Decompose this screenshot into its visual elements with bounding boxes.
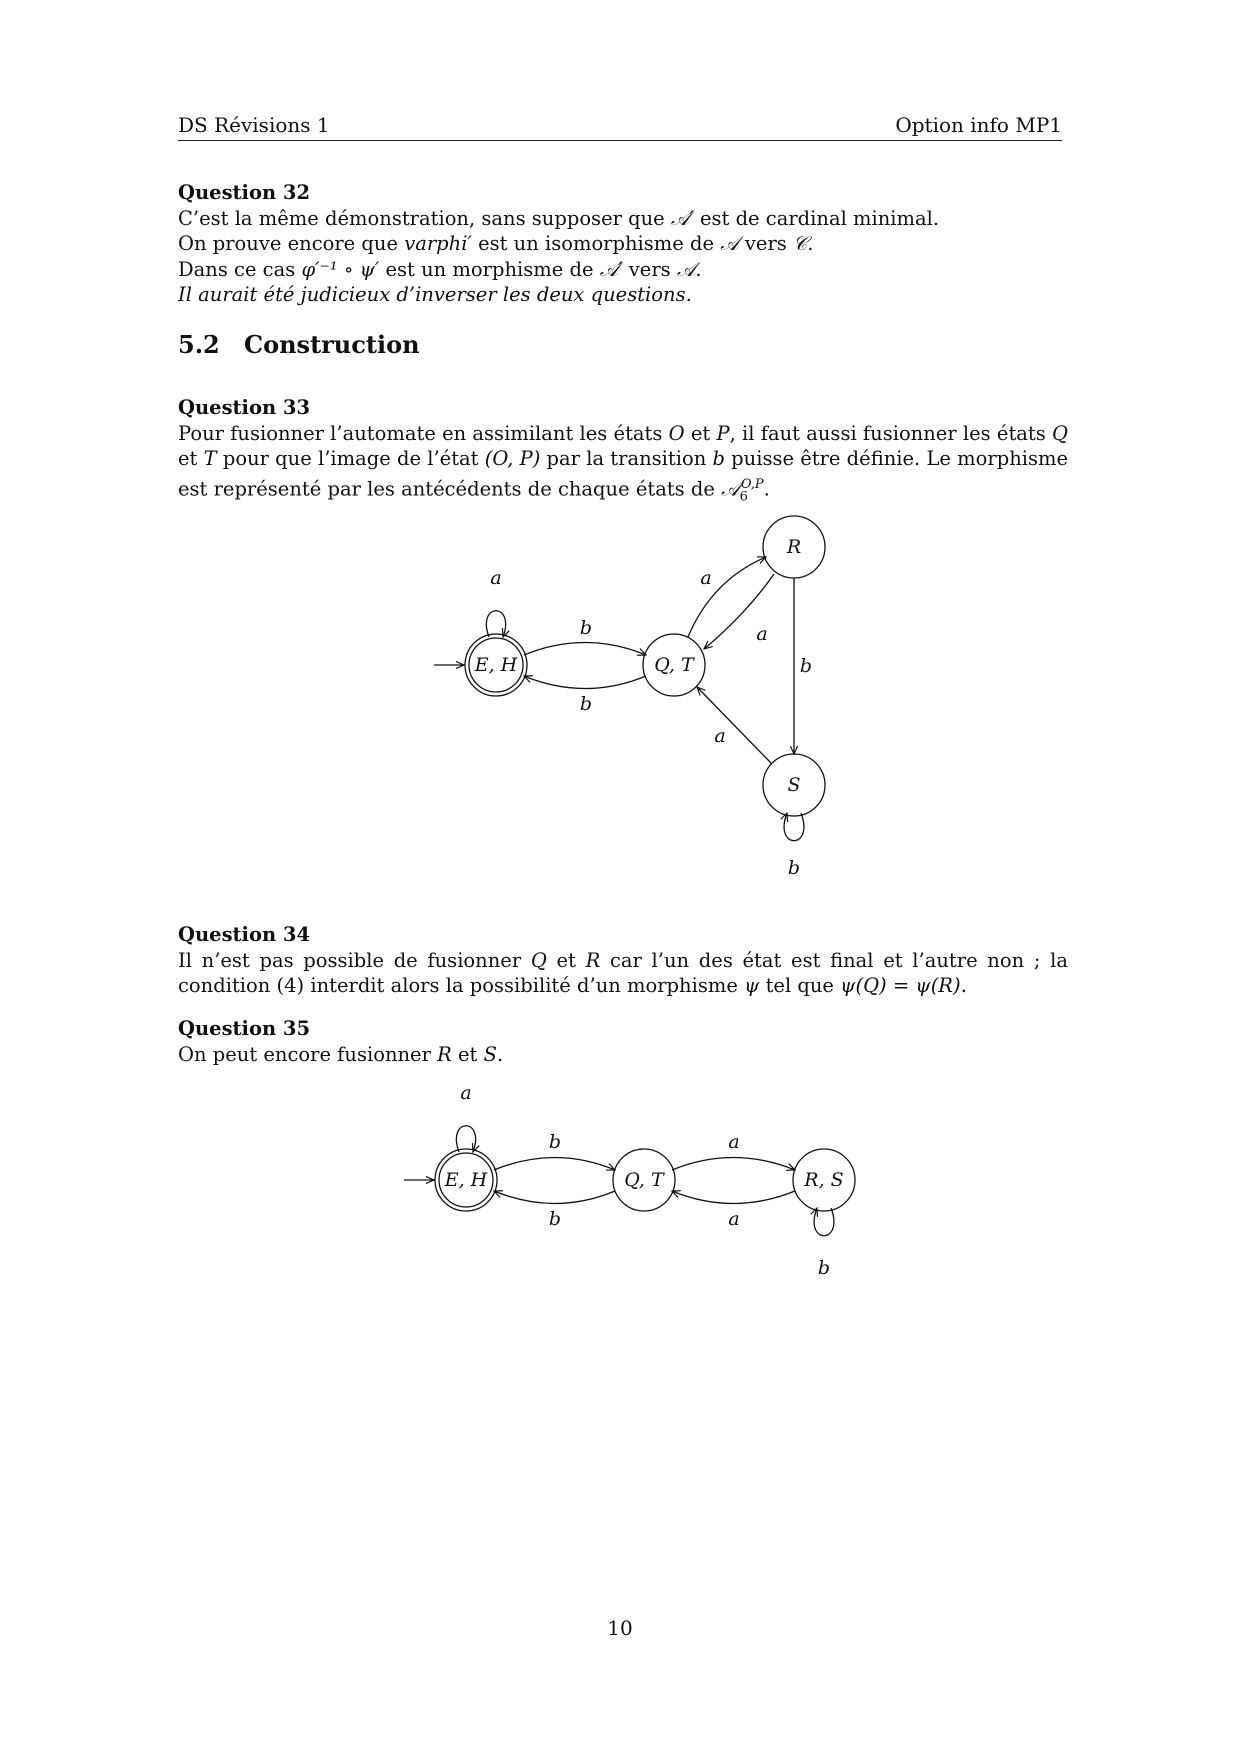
label-eh-loop-2: a <box>460 1082 472 1104</box>
state-r-label: R <box>786 536 802 558</box>
label-r-qt: a <box>756 623 768 645</box>
edge-qt-rs <box>672 1158 795 1171</box>
section-title: Construction <box>244 330 420 359</box>
label-eh-qt: b <box>579 617 593 639</box>
label-rs-loop: b <box>817 1257 831 1279</box>
question-32-line-3: Dans ce cas φ′⁻¹ ∘ ψ′ est un morphisme de 𝒜′ vers 𝒜. <box>178 257 702 281</box>
edge-rs-qt <box>672 1191 795 1204</box>
question-35-title: Question 35 <box>178 1017 311 1040</box>
question-35-text: On peut encore fusionner R et S. <box>178 1042 504 1066</box>
question-32-title: Question 32 <box>178 181 311 204</box>
question-32-remark: Il aurait été judicieux d’inverser les deux questions. <box>178 283 692 306</box>
edge-rs-loop <box>814 1208 834 1236</box>
label-qt-r: a <box>700 567 712 589</box>
header-right: Option info MP1 <box>895 113 1062 137</box>
question-34-title: Question 34 <box>178 923 311 946</box>
page-number: 10 <box>607 1616 633 1640</box>
edge-eh-loop-2 <box>456 1126 475 1152</box>
question-33-title: Question 33 <box>178 396 311 419</box>
label-s-qt: a <box>714 725 726 747</box>
state-rs-label: R, S <box>804 1169 844 1191</box>
edge-eh-qt-2 <box>494 1158 615 1171</box>
section-number: 5.2 <box>178 330 220 359</box>
question-32-line-2: On prouve encore que varphi′ est un isomorphisme de 𝒜 vers 𝒞. <box>178 232 814 255</box>
state-s-label: S <box>787 774 801 796</box>
label-qt-eh: b <box>579 693 593 715</box>
question-34-text: Il n’est pas possible de fusionner Q et R car l’un des état est final et l’autre non ; la condition (4) interdit alors la possibilité d’un morphisme ψ tel que ψ(Q) = ψ(R). <box>178 948 1068 997</box>
edge-qt-eh-2 <box>494 1191 615 1204</box>
label-rs-qt: a <box>728 1208 740 1230</box>
label-r-s: b <box>799 655 813 677</box>
header-left: DS Révisions 1 <box>178 113 330 137</box>
label-qt-eh-2: b <box>548 1208 562 1230</box>
label-eh-loop: a <box>490 567 502 589</box>
label-s-loop: b <box>787 857 801 879</box>
state-qt-label: Q, T <box>654 654 694 676</box>
state-eh-2-label: E, H <box>444 1169 488 1191</box>
state-qt-2-label: Q, T <box>624 1169 664 1191</box>
question-32-line-1: C’est la même démonstration, sans supposer que 𝒜′ est de cardinal minimal. <box>178 206 940 230</box>
state-eh-label: E, H <box>474 654 518 676</box>
question-33-text: Pour fusionner l’automate en assimilant les états O et P, il faut aussi fusionner les états Q et T pour que l’image de l’état (O, P) par la transition b puisse être définie. Le morphisme est représenté par les antécédents de chaque états de 𝒜$_6^{O,P}$. <box>178 421 1069 504</box>
label-qt-rs: a <box>728 1131 740 1153</box>
label-eh-qt-2: b <box>548 1131 562 1153</box>
